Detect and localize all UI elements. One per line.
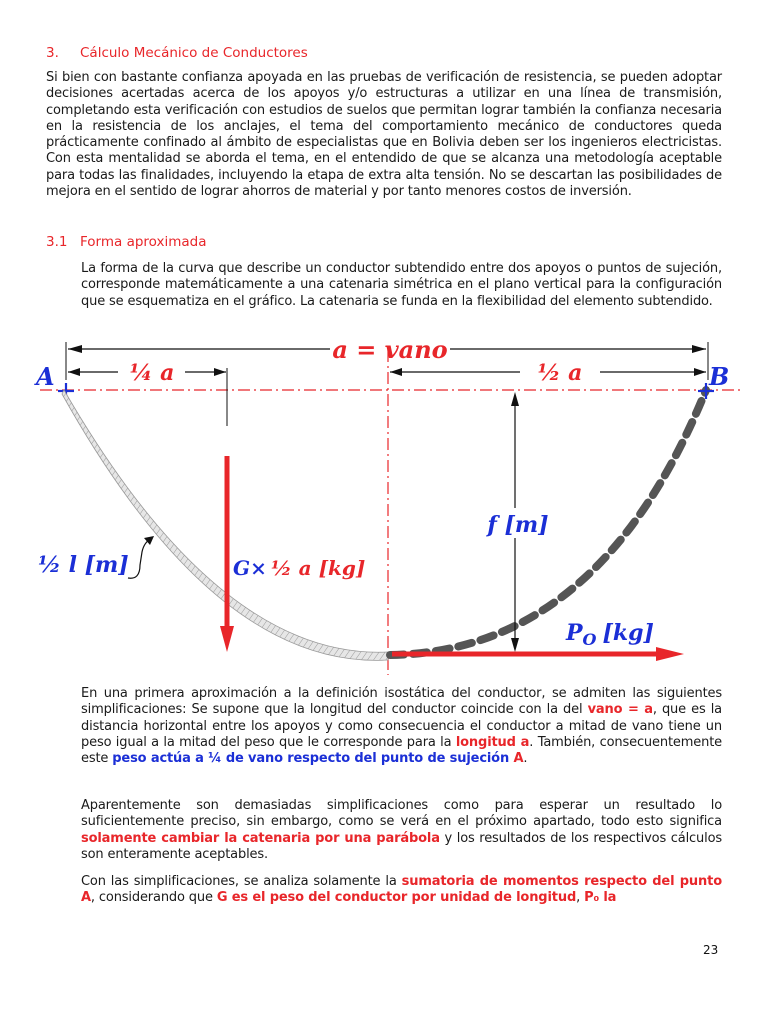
quarter-arrow-right [214,368,226,376]
weight-label [233,556,365,580]
tension-label [565,620,654,649]
subsection-title: Forma aproximada [80,234,207,250]
weight-label-suffix: ½ a [kg] [270,556,366,580]
para3-highlight-peso: peso actúa a ¼ de vano respecto del punto de sujeción [112,751,510,767]
moments-paragraph [81,874,722,907]
sag-arrow-bottom [511,638,519,652]
parabola-paragraph [81,798,722,863]
tension-symbol: P [566,620,583,646]
para5-text-2: , considerando que [90,890,217,906]
sag-label: f [m] [487,512,549,538]
para3-highlight-vano: vano = a [587,702,653,718]
weight-force-arrowhead [220,626,234,652]
simplifications-paragraph [81,686,722,767]
quarter-label: ¼ a [129,360,175,386]
forma-paragraph: La forma de la curva que describe un conductor subtendido entre dos apoyos o puntos de sujeción, corresponde matemáticamente a una catenaria simétrica en el plano vertical para la configuración que se esquematiza en el gráfico. La catenaria se funda en la flexibilidad del elemento subtendido. [81,261,722,309]
para5-highlight-p0: P₀ la [584,890,617,906]
length-label: ½ l [m] [38,552,129,578]
para3-text-1: En una primera aproximación a la definición isostática del conductor, se admiten las siguientes simplificaciones: Se supone que la longitud del conductor coincide con la del [81,686,722,718]
catenary-figure [0,330,768,680]
span-arrow-left [68,345,82,353]
para5-text-3: , [576,890,585,906]
page-number: 23 [703,943,719,957]
point-b-label: B [709,362,730,391]
para5-highlight-g: G es el peso del conductor por unidad de longitud [216,890,577,906]
para3-text-3: . También, consecuentemente este [81,734,723,767]
half-arrow-right [694,368,706,376]
point-a-label: A [36,362,55,391]
para3-highlight-longitud: longitud a [455,734,530,750]
half-arrow-left [390,368,402,376]
sag-arrow-top [511,392,519,406]
para3-text-2: , que es la distancia horizontal entre los apoyos y como consecuencia el conductor a mitad de vano tiene un peso igual a la mitad del peso que le corresponde para la [81,702,723,750]
para4-highlight: solamente cambiar la catenaria por una parábola [81,830,440,846]
section-number: 3. [46,45,59,61]
span-arrow-right [692,345,706,353]
intro-paragraph: Si bien con bastante confianza apoyada en las pruebas de verificación de resistencia, se pueden adoptar decisiones acertadas acerca de los apoyos y/o estructuras a utilizar en una línea de transmisión, completando esta verificación con estudios de suelos que permitan lograr también la confianza necesaria en la resistencia de los anclajes, el tema del comportamiento mecánico de conductores queda prácticamente confinado al ámbito de especialistas que en Bolivia deben ser los ingenieros electricistas. Con esta mentalidad se aborda el tema, en el entendido de que se alcanza una metodología aceptable para todas las finalidades, incluyendo la etapa de extra alta tensión. No se descartan las posibilidades de mejora en el sentido de lograr ahorros de material y por tanto menores costos de inversión. [46,70,722,200]
para3-text-4: . [523,751,528,767]
subsection-number: 3.1 [46,234,68,250]
tension-subscript: O [582,630,597,649]
span-label: a = vano [332,335,448,364]
para4-text-2: y los resultados de los respectivos cálculos son enteramente aceptables. [81,830,723,862]
section-heading [46,45,308,61]
tension-force-arrowhead [656,647,684,661]
subsection-heading [46,234,207,250]
quarter-arrow-left [68,368,80,376]
para3-highlight-a: A [509,751,524,767]
para5-text-1: Con las simplificaciones, se analiza solamente la [81,874,402,889]
length-leader [128,538,152,578]
weight-label-prefix: G× [233,556,267,580]
half-label: ½ a [537,360,583,386]
tension-unit: [kg] [602,620,654,646]
para5-highlight-sumatoria: sumatoria de momentos respecto del punto A [81,874,722,906]
para4-text-1: Aparentemente son demasiadas simplificaciones como para esperar un resultado lo suficientemente preciso, sin embargo, como se verá en el próximo apartado, todo esto significa [81,798,722,830]
section-title: Cálculo Mecánico de Conductores [80,45,308,61]
